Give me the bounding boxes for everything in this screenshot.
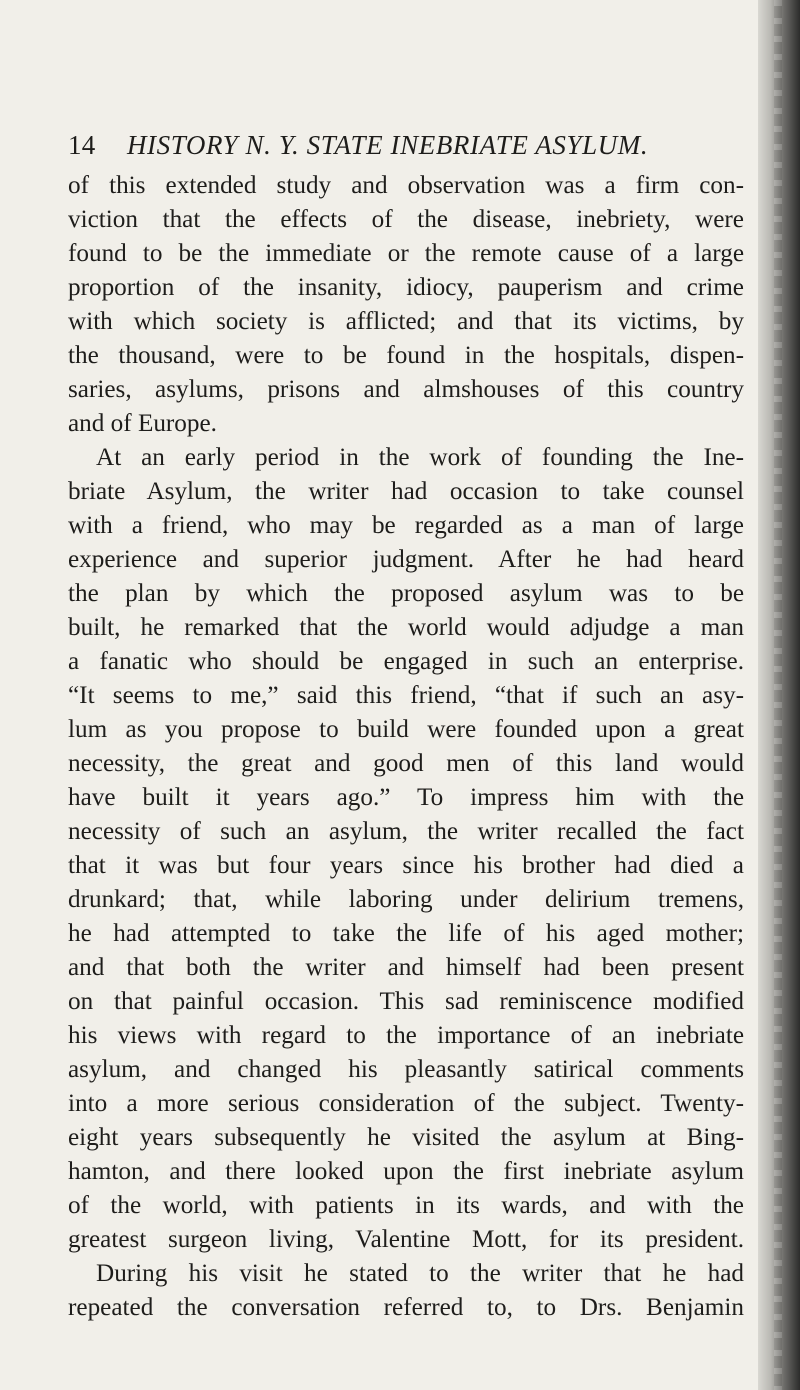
text-line: hamton, and there looked upon the first inebriate asylum: [68, 1158, 744, 1185]
text-line: experience and superior judgment. After he had heard: [68, 546, 744, 573]
text-line: that it was but four years since his brother had died a: [68, 852, 744, 879]
text-line: proportion of the insanity, idiocy, pauperism and crime: [68, 274, 744, 301]
page-number: 14: [68, 130, 96, 160]
text-line: viction that the effects of the disease, inebriety, were: [68, 206, 744, 233]
text-line: and that both the writer and himself had been present: [68, 954, 744, 981]
text-line: asylum, and changed his pleasantly satirical comments: [68, 1056, 744, 1083]
text-line: found to be the immediate or the remote cause of a large: [68, 240, 744, 267]
page-edge-texture: [774, 0, 782, 1390]
text-line: and of Europe.: [68, 410, 217, 437]
text-line: eight years subsequently he visited the asylum at Bing-: [68, 1124, 744, 1151]
text-line: of this extended study and observation was a firm con-: [68, 172, 744, 199]
text-line: drunkard; that, while laboring under delirium tremens,: [68, 886, 744, 913]
running-head-title: HISTORY N. Y. STATE INEBRIATE ASYLUM.: [126, 130, 649, 160]
text-line: necessity of such an asylum, the writer recalled the fact: [68, 818, 744, 845]
text-line: repeated the conversation referred to, to Drs. Benjamin: [68, 1294, 744, 1321]
text-line: briate Asylum, the writer had occasion to take counsel: [68, 478, 744, 505]
text-line: with which society is afflicted; and that its victims, by: [68, 308, 744, 335]
text-line: into a more serious consideration of the subject. Twenty-: [68, 1090, 744, 1117]
text-line: the thousand, were to be found in the hospitals, dispen-: [68, 342, 744, 369]
text-line: At an early period in the work of founding the Ine-: [96, 444, 744, 471]
text-line: greatest surgeon living, Valentine Mott, for its president.: [68, 1226, 744, 1253]
text-line: of the world, with patients in its wards, and with the: [68, 1192, 744, 1219]
text-line: lum as you propose to build were founded upon a great: [68, 716, 744, 743]
text-line: “It seems to me,” said this friend, “that if such an asy-: [68, 682, 744, 709]
body-text: [68, 169, 744, 1325]
text-line: necessity, the great and good men of this land would: [68, 750, 744, 777]
page-edge-shadow: [758, 0, 800, 1390]
text-line: During his visit he stated to the writer that he had: [96, 1260, 744, 1287]
running-head: [68, 128, 748, 162]
text-line: have built it years ago.” To impress him with the: [68, 784, 744, 811]
text-line: saries, asylums, prisons and almshouses of this country: [68, 376, 744, 403]
text-line: a fanatic who should be engaged in such an enterprise.: [68, 648, 744, 675]
text-line: on that painful occasion. This sad reminiscence modified: [68, 988, 744, 1015]
text-line: built, he remarked that the world would adjudge a man: [68, 614, 744, 641]
text-line: his views with regard to the importance of an inebriate: [68, 1022, 744, 1049]
text-line: with a friend, who may be regarded as a man of large: [68, 512, 744, 539]
text-line: he had attempted to take the life of his aged mother;: [68, 920, 744, 947]
text-line: the plan by which the proposed asylum was to be: [68, 580, 744, 607]
